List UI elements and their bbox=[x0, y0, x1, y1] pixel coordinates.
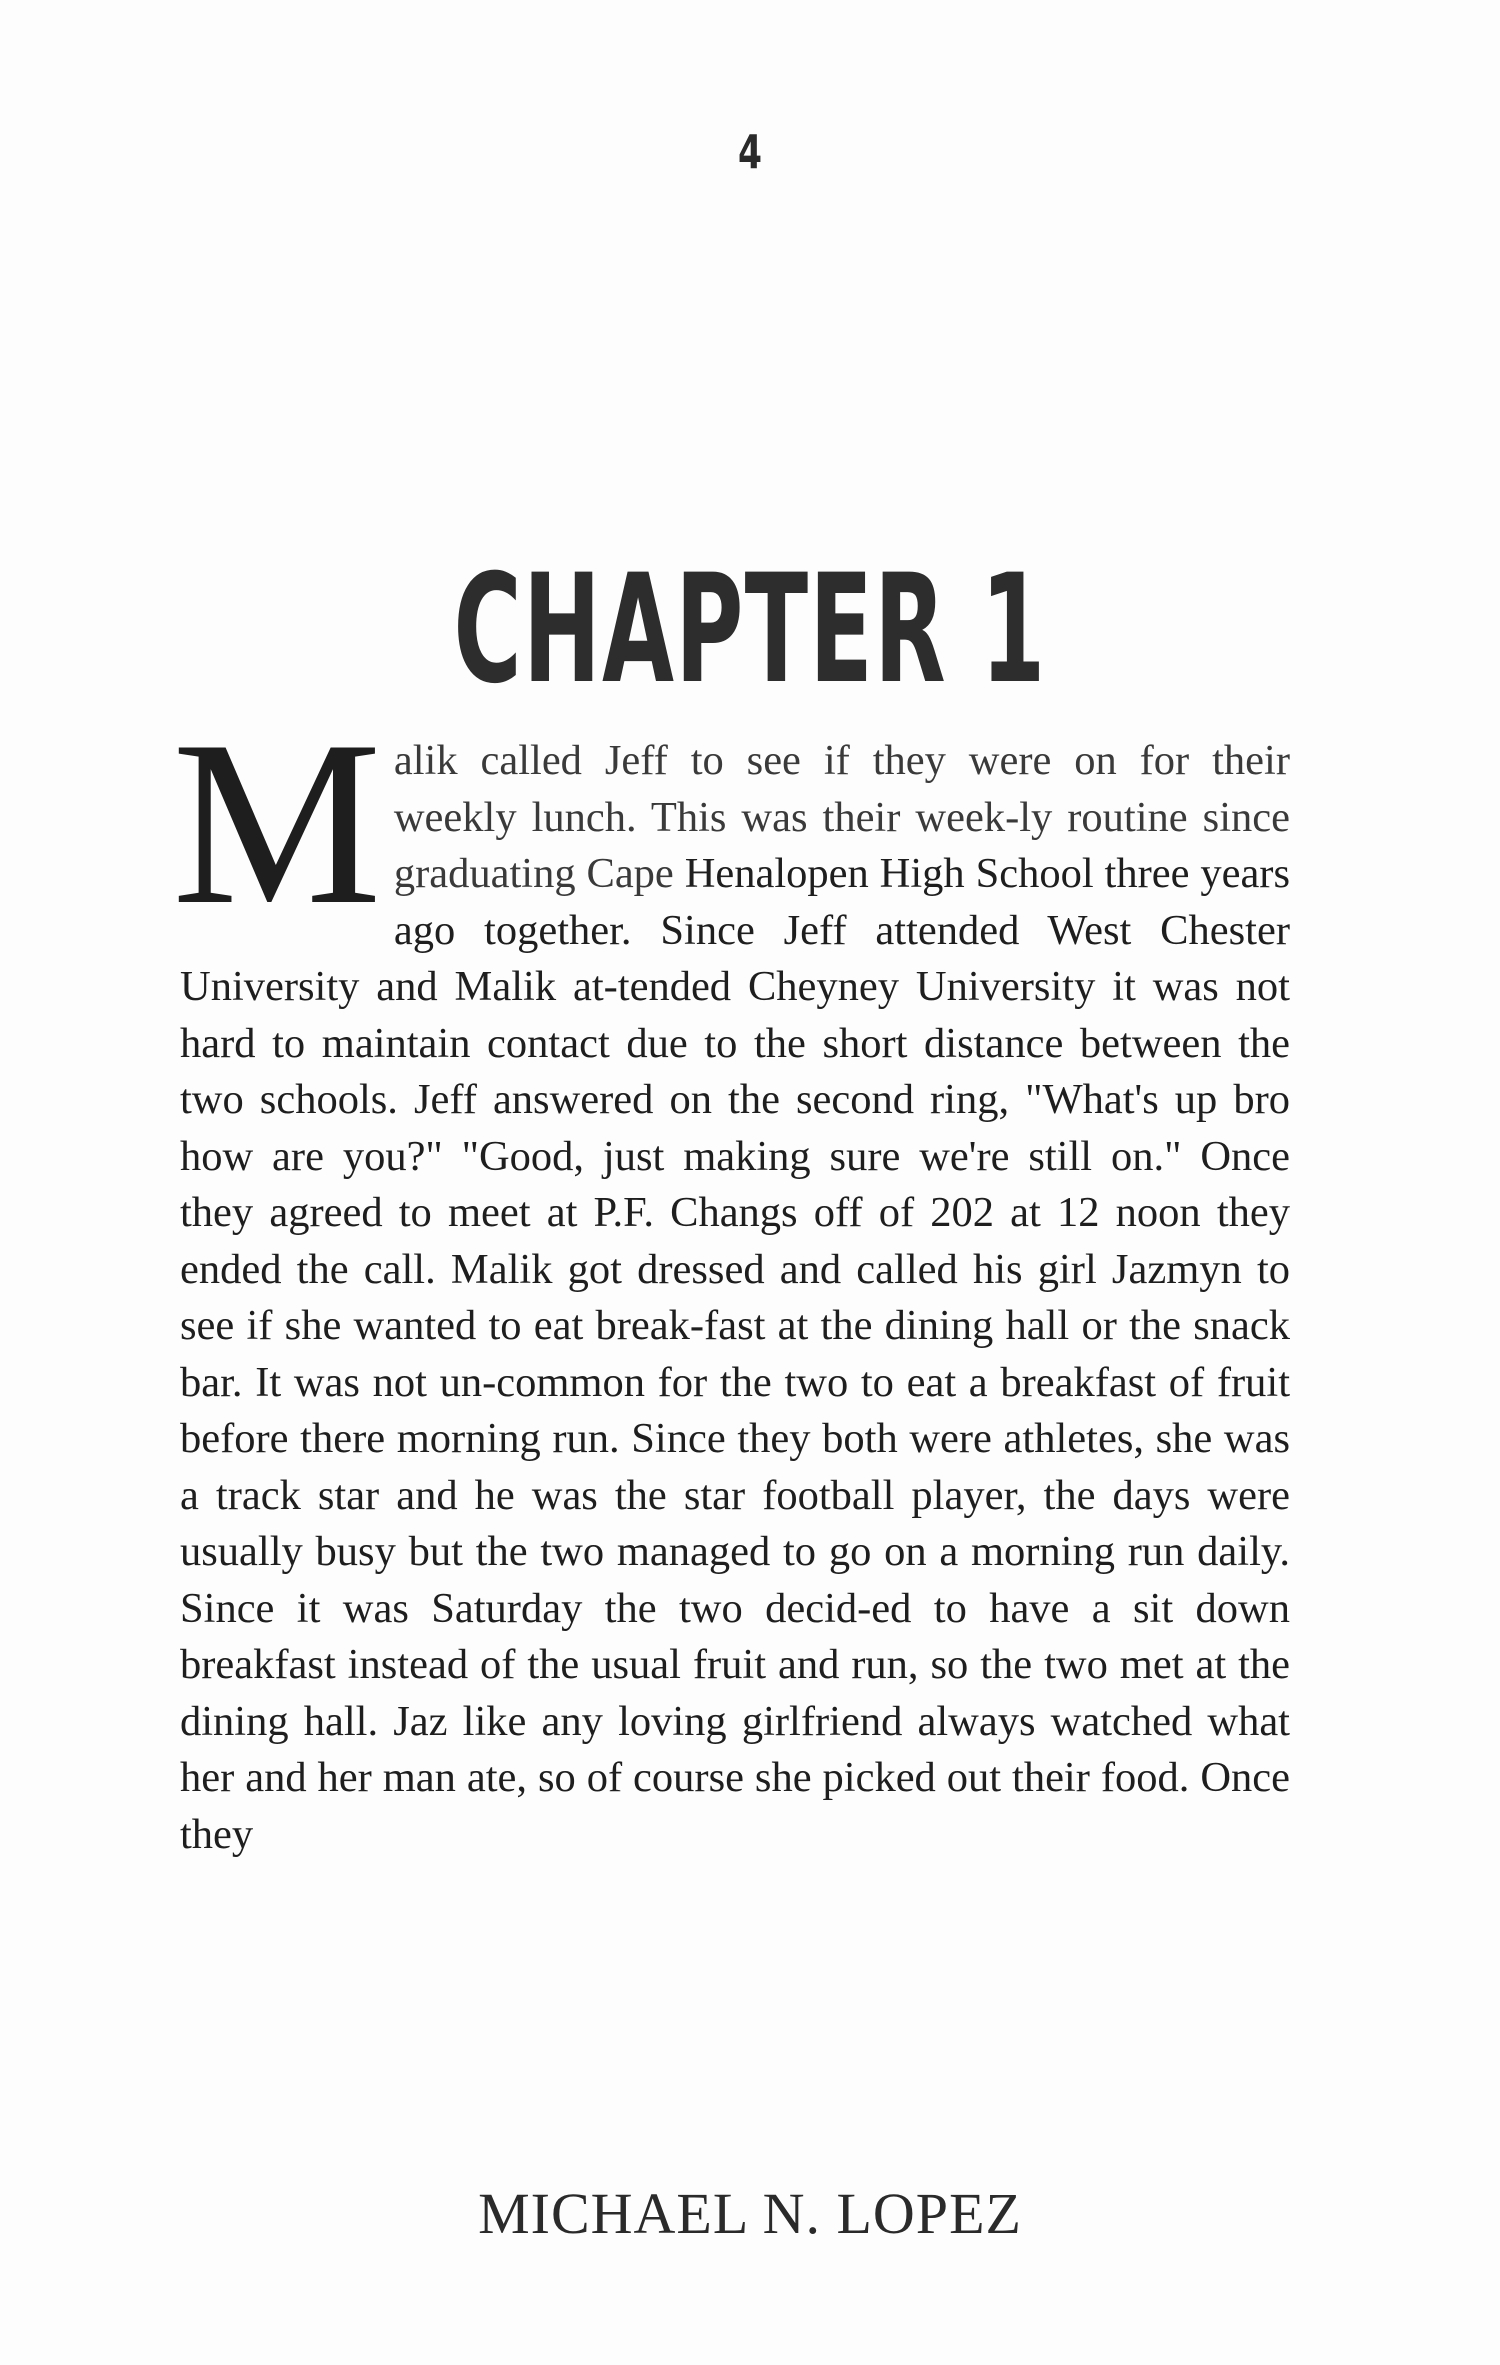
author-name-footer: MICHAEL N. LOPEZ bbox=[478, 2181, 1022, 2246]
opening-lines: alik called Jeff to see if they were on for their weekly lunch. This was their week-ly routine since graduating Cape bbox=[393, 737, 1290, 897]
drop-cap-letter: M bbox=[172, 693, 382, 954]
chapter-title: CHAPTER 1 bbox=[453, 543, 1047, 717]
body-paragraph: Henalopen High School three years ago together. Since Jeff attended West Chester University and Malik at-tended Cheyney University it was not hard to maintain contact due to the short distance between the two schools. Jeff answered on the second ring, "What's up bro how are you?" "Good, just making sure we're still on." Once they agreed to meet at P.F. Changs off of 202 at 12 noon they ended the call. Malik got dressed and called his girl Jazmyn to see if she wanted to eat break-fast at the dining hall or the snack bar. It was not un-common for the two to eat a breakfast of fruit before there morning run. Since they both were athletes, she was a track star and he was the star football player, the days were usually busy but the two managed to go on a morning run daily. Since it was Saturday the two decid-ed to have a sit down breakfast instead of the usual fruit and run, so the two met at the dining hall. Jaz like any loving girlfriend always watched what her and her man ate, so of course she picked out their food. Once they bbox=[180, 850, 1291, 1858]
page-number: 4 bbox=[737, 125, 762, 179]
chapter-body-text bbox=[172, 693, 1291, 1863]
